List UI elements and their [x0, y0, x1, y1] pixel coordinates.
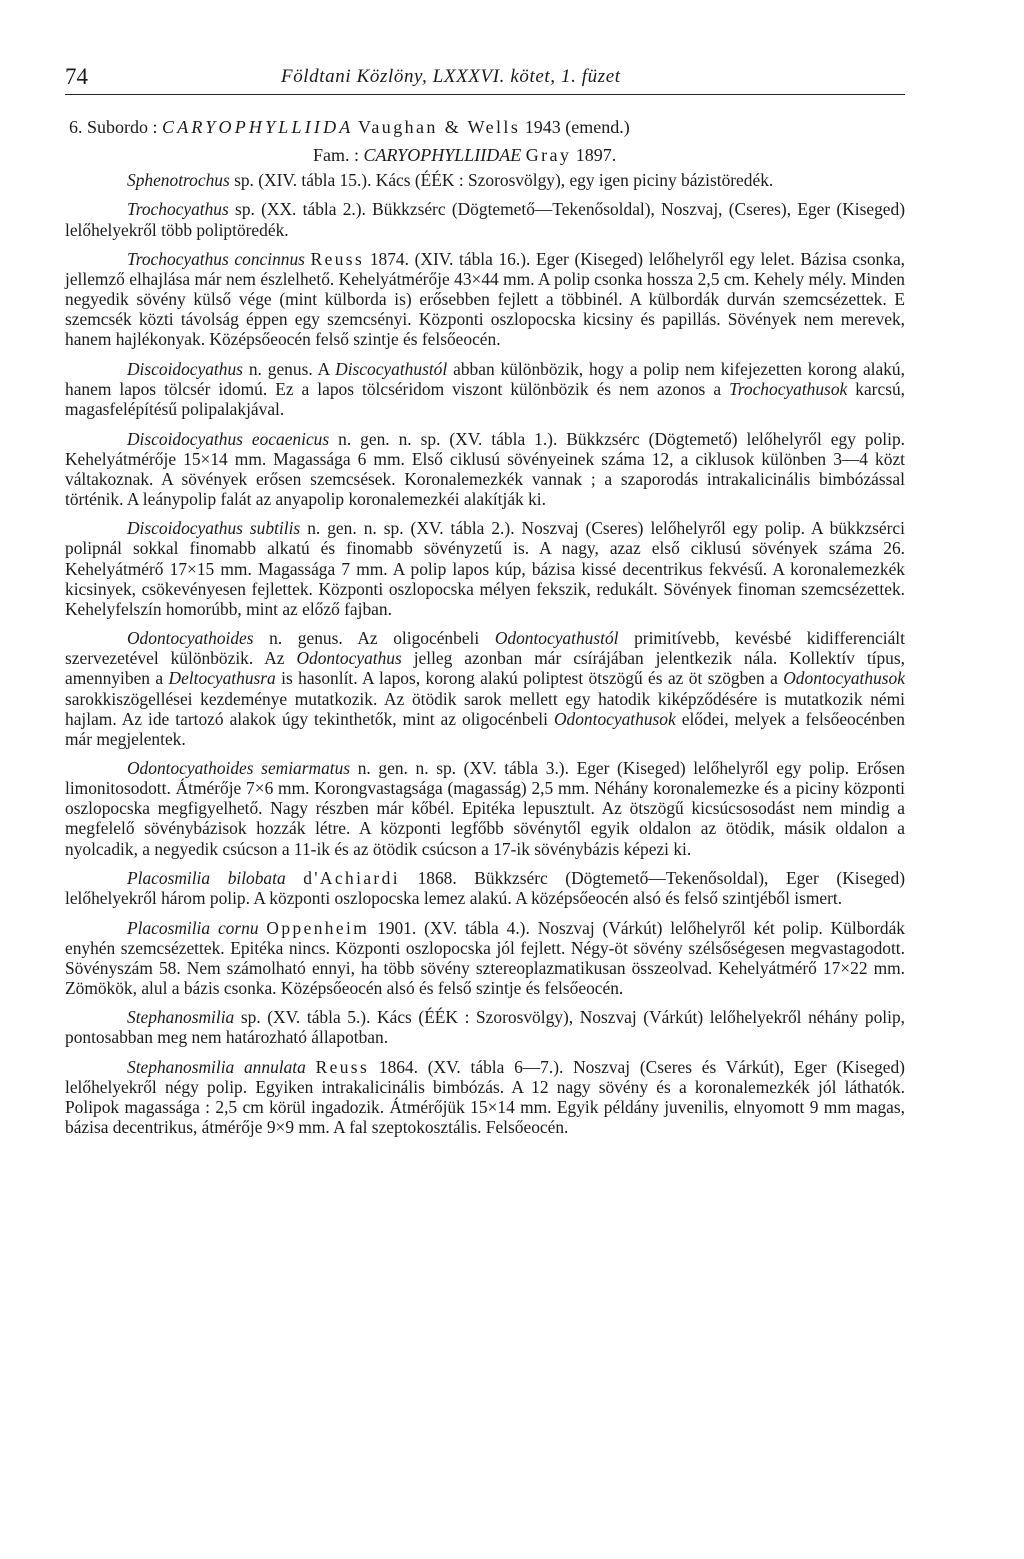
entry-text: 1901. (XV. tábla 4.). Noszvaj (Várkút) lelőhelyről két polip. Külbordák enyhén szemcsézettek. Epitéka nincs. Központi oszlopocska jól fejlett. Négy-öt sövény szélsőségesen megvastagodott. Sövényszám 58. Nem számolható ennyi, ha több sövény sztereoplazmatikusan összeolvad. Kehelyátmérő 17×22 mm. Zömökök, alul a bázis csonka. Középsőeocén alsó és felső szintje és felsőeocén. [65, 917, 905, 998]
entry-text: sp. (XX. tábla 2.). Bükkzsérc (Dögtemető—Tekenősoldal), Noszvaj, (Cseres), Eger (Kiseged) lelőhelyekről több poliptöredék. [65, 199, 905, 240]
entry-text: 1868. Bükkzsérc (Dögtemető—Tekenősoldal), Eger (Kiseged) lelőhelyekről három polip. A központi oszlopocska lemez alakú. A középsőeocén alsó és felső szintjéből ismert. [65, 868, 905, 909]
suborder-heading [69, 116, 905, 138]
entry-text: abban különbözik, hogy a polip nem kifejezetten korong alakú, hanem lapos tölcsér idomú. Ez a lapos tölcséridom viszont különbözik és nem azonos a [65, 358, 905, 400]
entry-text: n. genus. Az oligocénbeli [269, 628, 480, 649]
taxon-name: Discoidocyathus eocaenicus [127, 428, 330, 449]
entry-text: sarokkiszögellései kezdeménye mutatkozik. Az ötödik sarok mellett egy hatodik kiképződésére is mutatkozik némi hajlam. Az ide tartozó alakok úgy tekinthetők, mint az oligocénbeli [65, 688, 905, 729]
entry-text: 1864. (XV. tábla 6—7.). Noszvaj (Cseres és Várkút), Eger (Kiseged) lelőhelyekről négy polip. Egyiken intrakalicinális bimbózás. A 12 nagy sövény és a koronalemezkék jól láthatók. Polipok magassága : 2,5 cm körül ingadozik. Átmérőjük 15×14 mm. Egyik példány juvenilis, elnyomott 9 mm magas, bázisa decentrikus, átmérője 9×9 mm. A fal szeptokosztális. Felsőeocén. [65, 1056, 905, 1138]
suborder-authors: Vaughan & Wells [358, 117, 521, 137]
page [65, 58, 906, 1138]
entry-italic-term: Odontocyathusok [553, 708, 676, 729]
family-author: Gray [525, 145, 572, 165]
taxon-name: Discoidocyathus [127, 358, 243, 379]
page-number: 74 [65, 64, 88, 89]
entry-text: jelleg azonban már csírájában jelentkezik nála. Kollektív típus, amennyiben a [65, 648, 905, 689]
entry-italic-term: Deltocyathusra [168, 668, 276, 689]
taxon-entry-odontocyathoides-semiarmatus [65, 758, 905, 858]
taxon-author: Oppenheim [266, 917, 370, 938]
taxon-entry-odontocyathoides [65, 628, 905, 749]
entry-text: sp. (XIV. tábla 15.). Kács (ÉÉK : Szorosvölgy), egy igen piciny bázistöredék. [234, 170, 774, 190]
entry-text: karcsú, magasfelépítésű polipalakjával. [65, 379, 906, 420]
taxon-name: Sphenotrochus [127, 170, 230, 190]
family-heading [313, 144, 905, 166]
taxon-name: Placosmilia cornu [127, 917, 259, 938]
entry-italic-term: Trochocyathusok [729, 379, 848, 400]
entry-text: n. gen. n. sp. (XV. tábla 3.). Eger (Kiseged) lelőhelyről egy polip. Erősen limonitosodott. Átmérője 7×6 mm. Korongvastagsága (magasság) 2,5 mm. Néhány koronalemezke és a piciny központi oszlopocska megfigyelhető. Nagy részben már kőbél. Epitéka lepusztult. Az ötszögű kicsúcsosodást nem mindig a megfelelő sövénybázisok hozzák létre. A központi legfőbb sövénytől egyik oldalon az ötödik, másik oldalon a nyolcadik, a negyedik csúcson a 11-ik és az ötödik csúcson a 17-ik sövénybázis képezi ki. [65, 758, 906, 859]
entry-italic-term: Odontocyathusok [783, 668, 905, 689]
taxon-entry-stephanosmilia-annulata [65, 1057, 905, 1137]
taxon-author: Reuss [315, 1056, 370, 1077]
taxon-author: d'Achiardi [303, 868, 400, 889]
entry-text: n. gen. n. sp. (XV. tábla 2.). Noszvaj (Cseres) lelőhelyről egy polip. A bükkzsérci polipnál sokkal finomabb alkatú és finomabb sövényzetű is. A nagy, azaz első ciklusú sövények száma 26. Kehelyátmérő 17×15 mm. Magassága 7 mm. A polip lapos kúp, bázisa kissé decentrikus fekvésű. A koronalemezkék kicsinyek, csökevényesen fejlettek. Központi oszlopocska mélyen fekszik, redukált. Sövények finoman szemcsézettek. Kehelyfelszín homorúbb, mint az előző fajban. [65, 518, 905, 619]
entry-italic-term: Odontocyathustól [494, 628, 619, 649]
entry-text: sp. (XV. tábla 5.). Kács (ÉÉK : Szorosvölgy), Noszvaj (Várkút) lelőhelyekről néhány polip, pontosabban meg nem határozható állapotban. [65, 1007, 906, 1048]
family-prefix: Fam. : [313, 145, 360, 165]
entry-text: n. gen. n. sp. (XV. tábla 1.). Bükkzsérc (Dögtemető) lelőhelyről egy polip. Kehelyátmérője 15×14 mm. Magassága 6 mm. Első ciklusú sövényeinek száma 12, a ciklusok különben 3—4 közt váltakoznak. A sövények erősen szemcsések. Koronalemezkék vannak ; a szaporodás intrakalicinális bimbózással történik. A leánypolip falát az anyapolip koronalemezkéi alakítják ki. [65, 428, 905, 509]
entry-text: elődei, melyek a felsőeocénben már megjelentek. [65, 708, 905, 749]
taxon-name: Odontocyathoides semiarmatus [127, 758, 351, 779]
running-head: Földtani Közlöny, LXXXVI. kötet, 1. füzet [281, 66, 621, 87]
taxon-entry-discoidocyathus-subtilis [65, 518, 905, 618]
suborder-prefix: 6. Subordo : [69, 117, 158, 137]
taxon-entry-trochocyathus-concinnus [65, 249, 905, 349]
article-body [65, 116, 905, 1147]
taxon-name: Trochocyathus concinnus [127, 249, 305, 270]
entry-text: primitívebb, kevésbé kidifferenciált szervezetével különbözik. Az [65, 628, 905, 669]
family-year: 1897. [575, 145, 617, 165]
taxon-name: Stephanosmilia [127, 1007, 235, 1028]
family-name: CARYOPHYLLIIDAE [363, 145, 522, 165]
entry-text: n. genus. A [248, 358, 330, 379]
entry-italic-term: Odontocyathus [296, 648, 402, 669]
taxon-name: Discoidocyathus subtilis [127, 518, 301, 539]
taxon-name: Placosmilia bilobata [127, 868, 286, 889]
taxon-entry-discoidocyathus [65, 359, 905, 419]
taxon-entry-sphenotrochus [65, 170, 905, 190]
entry-italic-term: Discocyathustól [335, 358, 448, 379]
page-header [65, 58, 905, 95]
taxon-name: Odontocyathoides [127, 628, 254, 649]
taxon-entry-discoidocyathus-eocaenicus [65, 429, 905, 509]
entry-text: is hasonlít. A lapos, korong alakú poliptest ötszögű és az öt szögben a [281, 668, 778, 689]
entry-text: 1874. (XIV. tábla 16.). Eger (Kiseged) lelőhelyről egy lelet. Bázisa csonka, jellemző elhajlása már nem észlelhető. Kehelyátmérője 43×44 mm. A polip csonka hossza 2,5 cm. Kehely mély. Minden negyedik sövény külső vége (mint külborda is) erősebben fejlett a többinél. A külbordák durván szemcsézettek. E szemcsék közti távolság éppen egy szemcsényi. Központi oszlopocska kicsiny és papillás. Sövények nem merevek, hanem hajlékonyak. Középsőeocén felső szintje és felsőeocén. [65, 249, 906, 350]
suborder-suffix: 1943 (emend.) [524, 117, 630, 137]
suborder-name: CARYOPHYLLIIDA [162, 117, 354, 137]
taxon-entry-stephanosmilia [65, 1007, 905, 1047]
taxon-name: Trochocyathus [127, 199, 229, 220]
taxon-entry-placosmilia-bilobata [65, 868, 905, 908]
taxon-name: Stephanosmilia annulata [127, 1056, 306, 1077]
taxon-author: Reuss [310, 249, 365, 270]
taxon-entry-placosmilia-cornu [65, 918, 905, 998]
taxon-entry-trochocyathus [65, 199, 905, 239]
